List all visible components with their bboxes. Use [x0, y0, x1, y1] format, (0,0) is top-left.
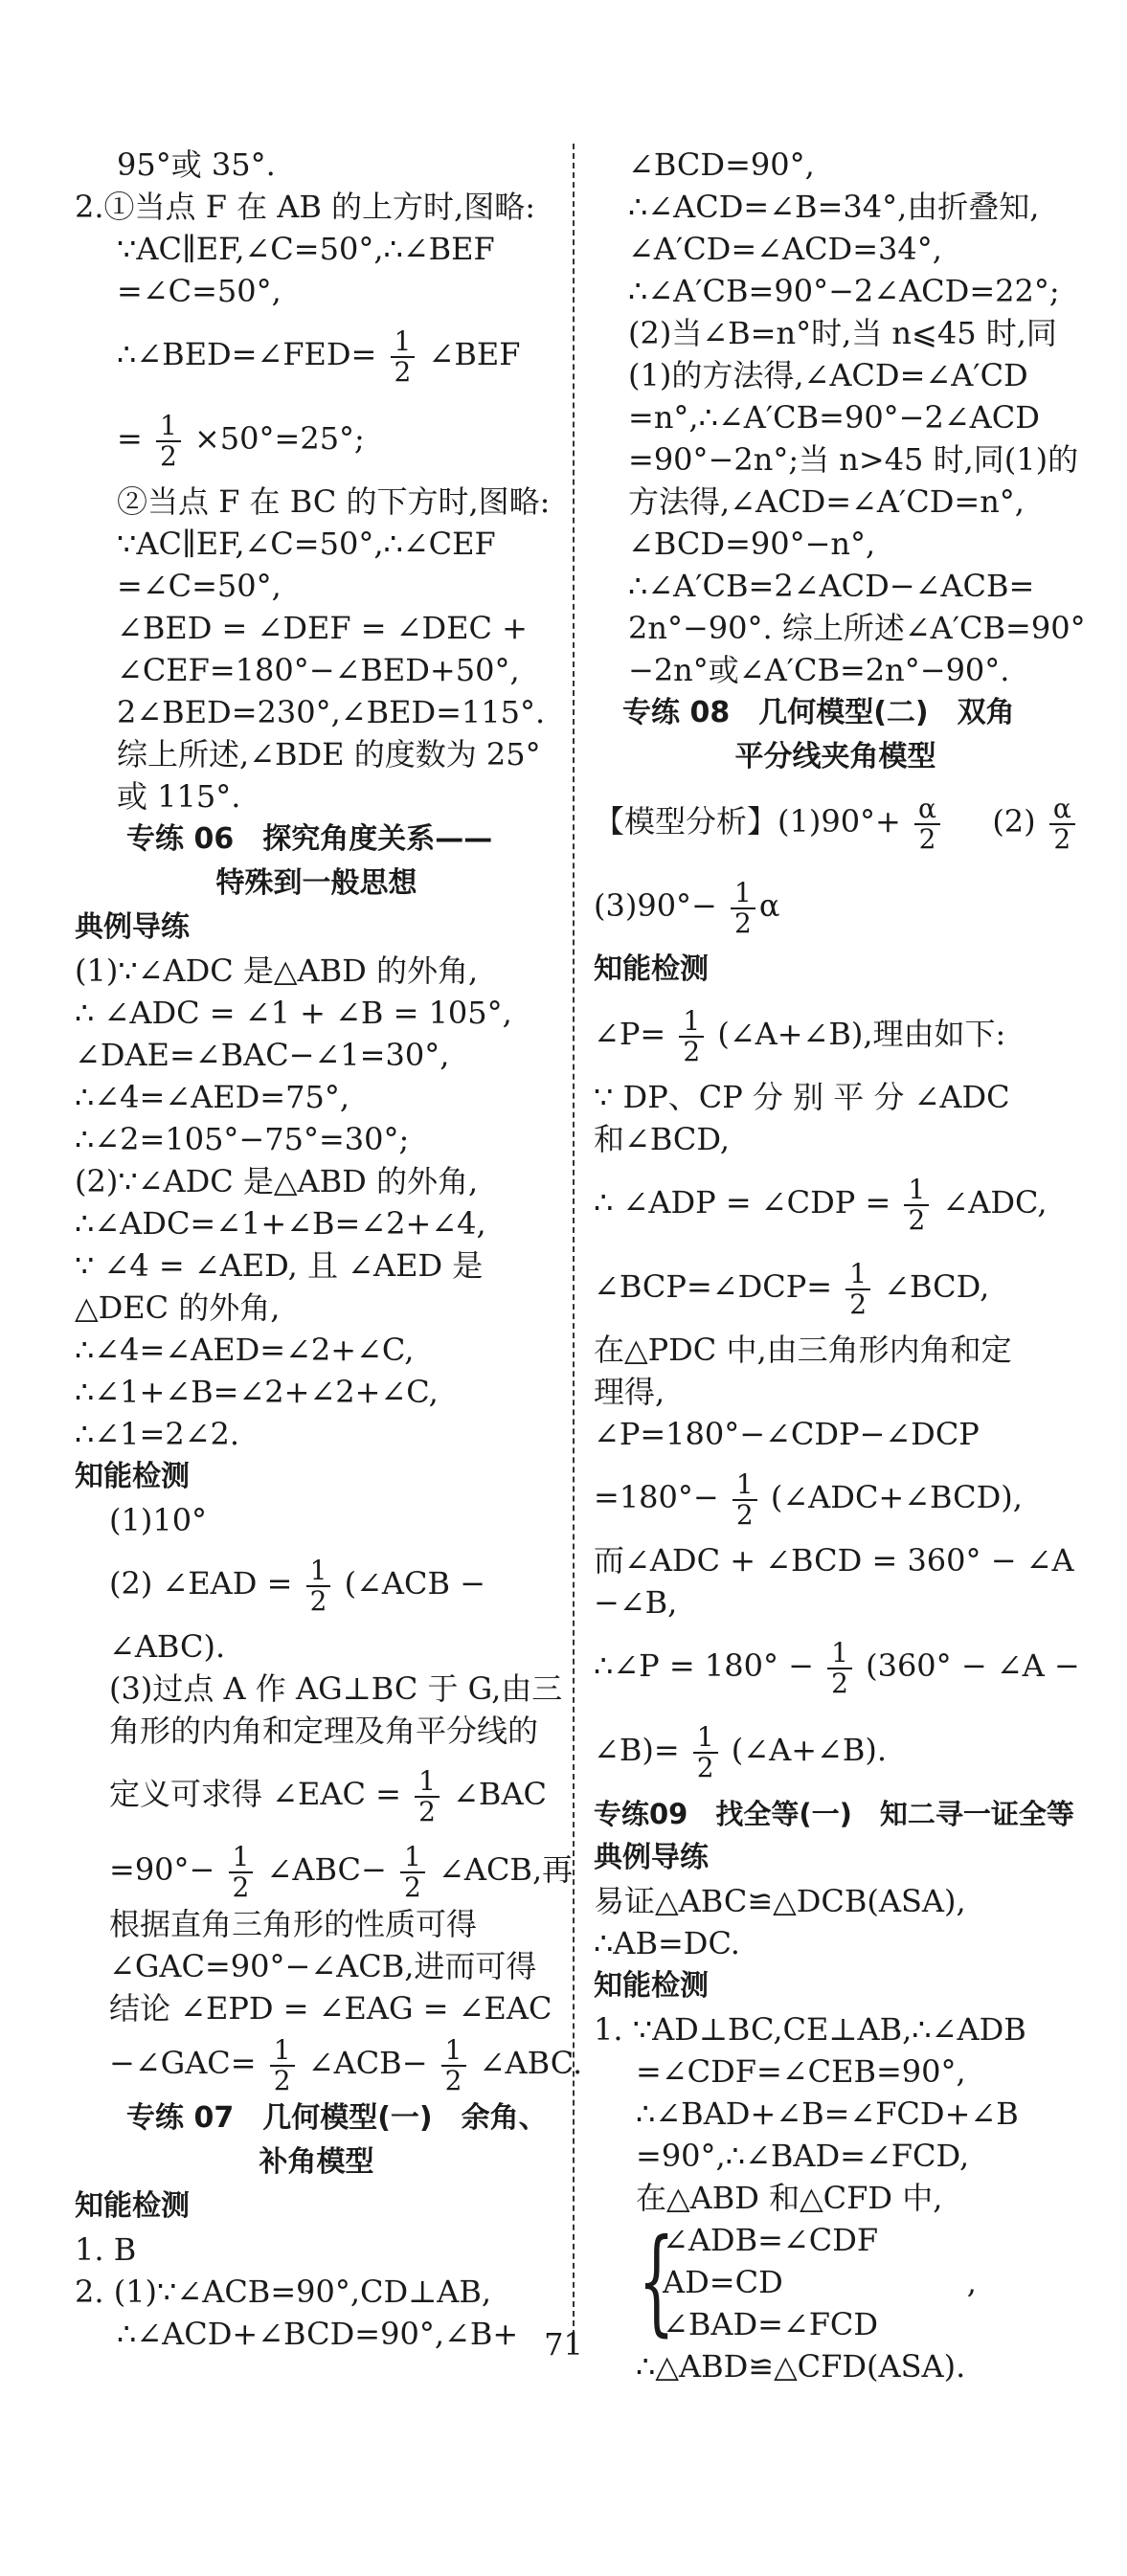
- frac-num: 1: [845, 1260, 870, 1290]
- section-label: 典例导练: [594, 1841, 709, 1874]
- frac-den: 2: [159, 439, 177, 472]
- frac-num: 1: [693, 1723, 718, 1754]
- section-label: 典例导练: [75, 910, 190, 944]
- text-line: (3)过点 A 作 AG⊥BC 于 G,由三: [109, 1670, 563, 1707]
- frac-num: 1: [731, 879, 755, 909]
- text-line: ②当点 F 在 BC 的下方时,图略:: [117, 483, 551, 520]
- section-label: 知能检测: [594, 952, 709, 986]
- text: ∠ACB,再: [439, 1851, 574, 1888]
- text: ∴∠P = 180° −: [594, 1647, 814, 1684]
- fraction-alpha-half: [1049, 792, 1075, 855]
- frac-den: 2: [908, 1203, 926, 1236]
- text-line: 易证△ABC≌△DCB(ASA),: [594, 1883, 966, 1919]
- alpha-symbol: α: [758, 887, 780, 924]
- fraction-half: [441, 2033, 466, 2096]
- text-line: ∴∠1+∠B=∠2+∠2+∠C,: [75, 1374, 439, 1410]
- frac-num: 1: [156, 412, 181, 442]
- text: ∠BEF: [428, 336, 521, 372]
- text-line: [594, 863, 1077, 948]
- text-line: 根据直角三角形的性质可得: [109, 1906, 478, 1942]
- frac-num: 1: [306, 1557, 331, 1587]
- frac-num: 1: [441, 2036, 466, 2067]
- frac-den: 2: [831, 1667, 848, 1699]
- frac-den: 2: [696, 1751, 714, 1783]
- text-line: ∠ABC).: [109, 1628, 226, 1665]
- text-line: ∠P=180°−∠CDP−∠DCP: [594, 1416, 980, 1452]
- frac-den: 2: [273, 2064, 291, 2096]
- frac-den: 2: [683, 1035, 701, 1067]
- text-line: 2.①当点 F 在 AB 的上方时,图略:: [75, 189, 536, 225]
- section-subheading: 平分线夹角模型: [734, 740, 936, 773]
- text-line: ∴∠2=105°−75°=30°;: [75, 1121, 410, 1157]
- frac-num: 1: [679, 1007, 704, 1038]
- text: ∠P=: [594, 1016, 666, 1052]
- text-line: =∠CDF=∠CEB=90°,: [636, 2053, 966, 2090]
- text-line: 2. (1)∵∠ACB=90°,CD⊥AB,: [75, 2274, 492, 2310]
- left-brace-icon: {: [638, 2215, 675, 2348]
- frac-num: 1: [400, 1843, 425, 1873]
- fraction-half: [845, 1257, 870, 1320]
- frac-den: 2: [309, 1584, 327, 1617]
- text: −∠GAC=: [109, 2045, 257, 2081]
- fraction-half: [679, 1004, 704, 1067]
- column-divider: [573, 144, 575, 2336]
- text-line: ∴△ABD≌△CFD(ASA).: [636, 2348, 966, 2385]
- text: ∠B)=: [594, 1732, 680, 1768]
- text-line: △DEC 的外角,: [75, 1289, 281, 1326]
- system-row: ∠ADB=∠CDF: [663, 2222, 879, 2258]
- text-line: 95°或 35°.: [117, 146, 276, 183]
- fraction-half: [229, 1840, 254, 1903]
- frac-den: 2: [394, 355, 412, 388]
- frac-den: 2: [849, 1288, 868, 1320]
- text-line: [594, 1160, 1077, 1244]
- frac-den: 2: [444, 2064, 462, 2096]
- text-line: (1)的方法得,∠ACD=∠A′CD: [628, 357, 1028, 393]
- text-line: (1)∵∠ADC 是△ABD 的外角,: [75, 952, 479, 989]
- text-line: ∠CEF=180°−∠BED+50°,: [117, 652, 520, 688]
- section-heading: 专练 08 几何模型(二) 双角: [622, 696, 1015, 729]
- frac-den: 2: [232, 1870, 250, 1903]
- text-line: [75, 312, 558, 396]
- fraction-half: [270, 2033, 295, 2096]
- text: ∠BCD,: [884, 1268, 990, 1305]
- frac-den: 2: [1053, 822, 1071, 855]
- frac-num: 1: [904, 1176, 929, 1206]
- text: ∠ACB−: [307, 2045, 428, 2081]
- text-line: ∴∠BAD+∠B=∠FCD+∠B: [636, 2095, 1019, 2132]
- text: (3)90°−: [594, 887, 717, 924]
- section-subheading: 特殊到一般思想: [215, 866, 417, 900]
- right-column: [594, 144, 1086, 2387]
- frac-den: 2: [735, 1498, 754, 1531]
- text-line: ∵AC∥EF,∠C=50°,∴∠BEF: [117, 231, 495, 267]
- text-line: [75, 1752, 558, 1836]
- text-line: ∴ ∠ADC = ∠1 + ∠B = 105°,: [75, 995, 512, 1031]
- text-line: −∠B,: [594, 1584, 678, 1621]
- frac-num: 1: [827, 1639, 852, 1669]
- text-line: ∴∠4=∠AED=∠2+∠C,: [75, 1332, 415, 1368]
- text: ∴ ∠ADP = ∠CDP =: [594, 1184, 891, 1221]
- text: ∠BAC: [453, 1776, 548, 1812]
- text-line: ∠DAE=∠BAC−∠1=30°,: [75, 1037, 450, 1073]
- page-number: 71: [544, 2326, 583, 2363]
- text-line: ∠BCD=90°,: [628, 146, 815, 183]
- text: ∠ABC.: [479, 2045, 583, 2081]
- section-label: 知能检测: [75, 1460, 190, 1493]
- fraction-half: [391, 327, 416, 387]
- text: ×50°=25°;: [193, 420, 365, 457]
- fraction-half: [156, 409, 181, 472]
- text-line: [75, 2029, 583, 2096]
- text-line: (2)∵∠ADC 是△ABD 的外角,: [75, 1163, 479, 1199]
- text-line: ∴∠A′CB=2∠ACD−∠ACB=: [628, 568, 1035, 604]
- text-line: 在△PDC 中,由三角形内角和定: [594, 1332, 1012, 1368]
- text: (360° − ∠A −: [866, 1647, 1080, 1684]
- text-line: [594, 1455, 1077, 1539]
- text-line: 角形的内角和定理及角平分线的: [109, 1713, 539, 1749]
- text: =90°−: [109, 1851, 215, 1888]
- text-line: =∠C=50°,: [117, 273, 282, 309]
- text: (∠A+∠B).: [731, 1732, 887, 1768]
- frac-den: 2: [418, 1795, 436, 1827]
- frac-num: α: [1049, 795, 1075, 825]
- text: (2) ∠EAD =: [109, 1565, 293, 1602]
- text-line: 综上所述,∠BDE 的度数为 25°: [117, 736, 541, 773]
- text-line: ∵ DP、CP 分 别 平 分 ∠ADC: [594, 1079, 1010, 1115]
- text-line: 1. ∵AD⊥BC,CE⊥AB,∴∠ADB: [594, 2011, 1026, 2048]
- text-line: (1)10°: [109, 1502, 208, 1538]
- text-line: ∴AB=DC.: [594, 1925, 740, 1961]
- text-line: [594, 1244, 1077, 1329]
- text-line: 2∠BED=230°,∠BED=115°.: [117, 694, 546, 730]
- text-line: ∴∠ACD+∠BCD=90°,∠B+: [117, 2316, 519, 2352]
- frac-num: 1: [391, 327, 416, 358]
- text: (∠ADC+∠BCD),: [770, 1479, 1023, 1515]
- text-line: ∴∠ACD=∠B=34°,由折叠知,: [628, 189, 1040, 225]
- text-line: [594, 779, 1077, 863]
- text-line: [594, 1708, 1077, 1792]
- text-line: [75, 1836, 574, 1903]
- text-line: −2n°或∠A′CB=2n°−90°.: [628, 652, 1010, 688]
- text: (2): [992, 803, 1036, 840]
- fraction-half: [904, 1173, 929, 1236]
- frac-den: 2: [734, 907, 752, 939]
- section-subheading: 补角模型: [259, 2145, 374, 2179]
- fraction-half: [731, 876, 755, 939]
- text: (∠ACB −: [344, 1565, 485, 1602]
- fraction-half: [400, 1840, 425, 1903]
- text: ∠ABC−: [266, 1851, 387, 1888]
- text-line: ∵ ∠4 = ∠AED, 且 ∠AED 是: [75, 1247, 484, 1284]
- text-line: =∠C=50°,: [117, 568, 282, 604]
- text-line: ∴∠4=∠AED=75°,: [75, 1079, 349, 1115]
- section-label: 知能检测: [75, 2189, 190, 2223]
- frac-den: 2: [404, 1870, 421, 1903]
- text-line: ∴∠ADC=∠1+∠B=∠2+∠4,: [75, 1205, 486, 1242]
- text-line: ∵AC∥EF,∠C=50°,∴∠CEF: [117, 526, 496, 562]
- system-row: AD=CD ,: [663, 2264, 977, 2300]
- text: 定义可求得 ∠EAC =: [109, 1776, 401, 1812]
- fraction-half: [733, 1467, 757, 1531]
- text-line: ∠BED = ∠DEF = ∠DEC +: [117, 610, 528, 646]
- text: 【模型分析】(1)90°+: [594, 803, 901, 840]
- text-line: 方法得,∠ACD=∠A′CD=n°,: [628, 483, 1025, 520]
- text-line: 而∠ADC + ∠BCD = 360° − ∠A: [594, 1542, 1074, 1579]
- system-row: ∠BAD=∠FCD: [663, 2306, 879, 2342]
- text-line: ∠GAC=90°−∠ACB,进而可得: [109, 1948, 537, 1984]
- fraction-half: [693, 1720, 718, 1783]
- section-heading: 专练 07 几何模型(一) 余角、: [126, 2101, 548, 2135]
- text-line: ∴∠A′CB=90°−2∠ACD=22°;: [628, 273, 1060, 309]
- section-heading: 专练09 找全等(一) 知二寻一证全等: [594, 1798, 1074, 1830]
- text-line: 1. B: [75, 2231, 137, 2268]
- text: (∠A+∠B),理由如下:: [717, 1016, 1006, 1052]
- frac-num: α: [914, 795, 940, 825]
- text: ∠ADC,: [942, 1184, 1048, 1221]
- text-line: 2n°−90°. 综上所述∠A′CB=90°: [628, 610, 1086, 646]
- text-line: 结论 ∠EPD = ∠EAG = ∠EAC: [109, 1990, 552, 2027]
- text-line: [594, 992, 1077, 1076]
- text-line: =90°−2n°;当 n>45 时,同(1)的: [628, 441, 1079, 478]
- text-line: [594, 1624, 1080, 1708]
- text-line: ∴∠1=2∠2.: [75, 1416, 240, 1452]
- text-line: 理得,: [594, 1374, 665, 1410]
- text-line: =n°,∴∠A′CB=90°−2∠ACD: [628, 399, 1040, 436]
- frac-num: 1: [229, 1843, 254, 1873]
- text: ∴∠BED=∠FED=: [117, 336, 377, 372]
- frac-den: 2: [918, 822, 936, 855]
- text-line: (2)当∠B=n°时,当 n⩽45 时,同: [628, 315, 1057, 351]
- text-line: [75, 396, 558, 481]
- section-heading: 专练 06 探究角度关系——: [126, 822, 493, 856]
- text-line: ∠A′CD=∠ACD=34°,: [628, 231, 942, 267]
- section-label: 知能检测: [594, 1969, 709, 2003]
- text-line: =90°,∴∠BAD=∠FCD,: [636, 2138, 970, 2174]
- text: =180°−: [594, 1479, 719, 1515]
- frac-num: 1: [733, 1470, 757, 1501]
- frac-num: 1: [270, 2036, 295, 2067]
- text: =: [117, 420, 143, 457]
- fraction-half: [827, 1636, 852, 1699]
- fraction-alpha-half: [914, 792, 940, 855]
- text-line: ∠BCD=90°−n°,: [628, 526, 876, 562]
- text-line: 或 115°.: [117, 778, 241, 815]
- fraction-half: [306, 1554, 331, 1617]
- text-line: [75, 1541, 558, 1625]
- text-line: 在△ABD 和△CFD 中,: [636, 2180, 943, 2216]
- fraction-half: [415, 1764, 440, 1827]
- text-line: 和∠BCD,: [594, 1121, 731, 1157]
- text: ∠BCP=∠DCP=: [594, 1268, 833, 1305]
- frac-num: 1: [415, 1767, 440, 1798]
